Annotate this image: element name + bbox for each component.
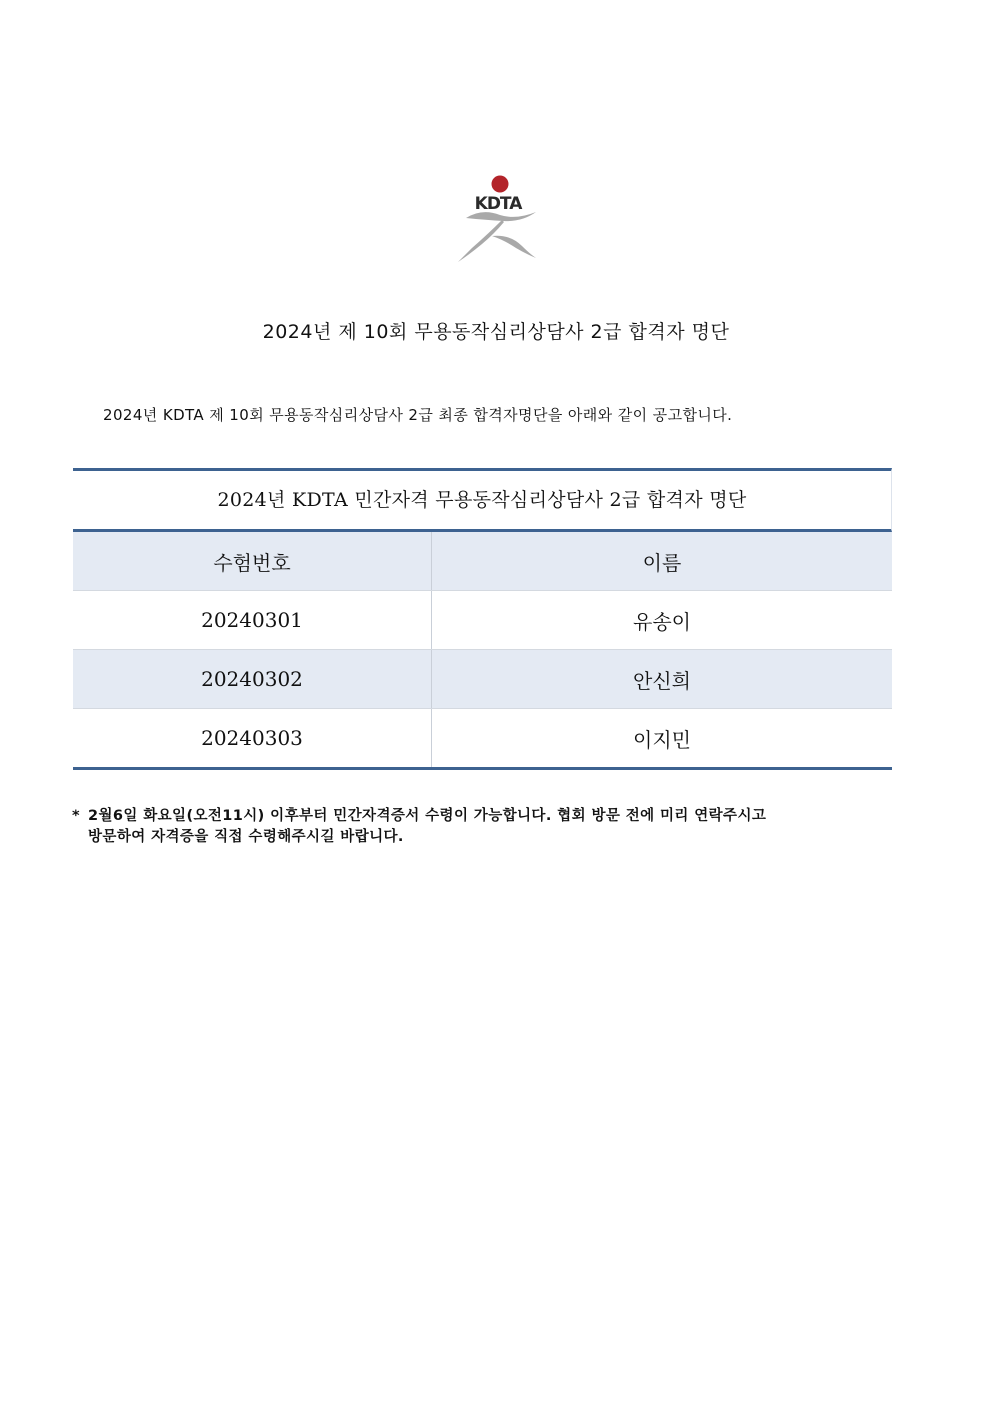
cell-exam-number: 20240302 xyxy=(73,650,432,709)
results-table xyxy=(73,468,892,770)
cell-name: 안신희 xyxy=(432,650,893,709)
column-header-name: 이름 xyxy=(432,532,893,591)
kdta-logo xyxy=(452,174,544,266)
cell-name: 유송이 xyxy=(432,591,893,650)
page-title: 2024년 제 10회 무용동작심리상담사 2급 합격자 명단 xyxy=(262,321,730,343)
table-header-row xyxy=(73,532,892,591)
table-row xyxy=(73,650,892,709)
table-row xyxy=(73,591,892,650)
cell-exam-number: 20240303 xyxy=(73,709,432,769)
logo-leg-left-icon xyxy=(458,220,504,262)
intro-text: 2024년 KDTA 제 10회 무용동작심리상담사 2급 최종 합격자명단을 아래와 같이 공고합니다. xyxy=(103,406,733,424)
notice-marker: * xyxy=(72,808,80,824)
logo-head-icon xyxy=(492,176,509,193)
dancer-logo-icon xyxy=(452,174,544,266)
cell-exam-number: 20240301 xyxy=(73,591,432,650)
table-caption: 2024년 KDTA 민간자격 무용동작심리상담사 2급 합격자 명단 xyxy=(73,468,892,532)
logo-text: KDTA xyxy=(474,194,522,214)
notice-line: 2월6일 화요일(오전11시) 이후부터 민간자격증서 수령이 가능합니다. 협회 방문 전에 미리 연락주시고 xyxy=(88,808,767,824)
table-row xyxy=(73,709,892,769)
notice-line: 방문하여 자격증을 직접 수령해주시길 바랍니다. xyxy=(88,829,404,845)
notice xyxy=(72,806,902,848)
logo-leg-right-icon xyxy=(492,236,536,258)
column-header-id: 수험번호 xyxy=(73,532,432,591)
cell-name: 이지민 xyxy=(432,709,893,769)
